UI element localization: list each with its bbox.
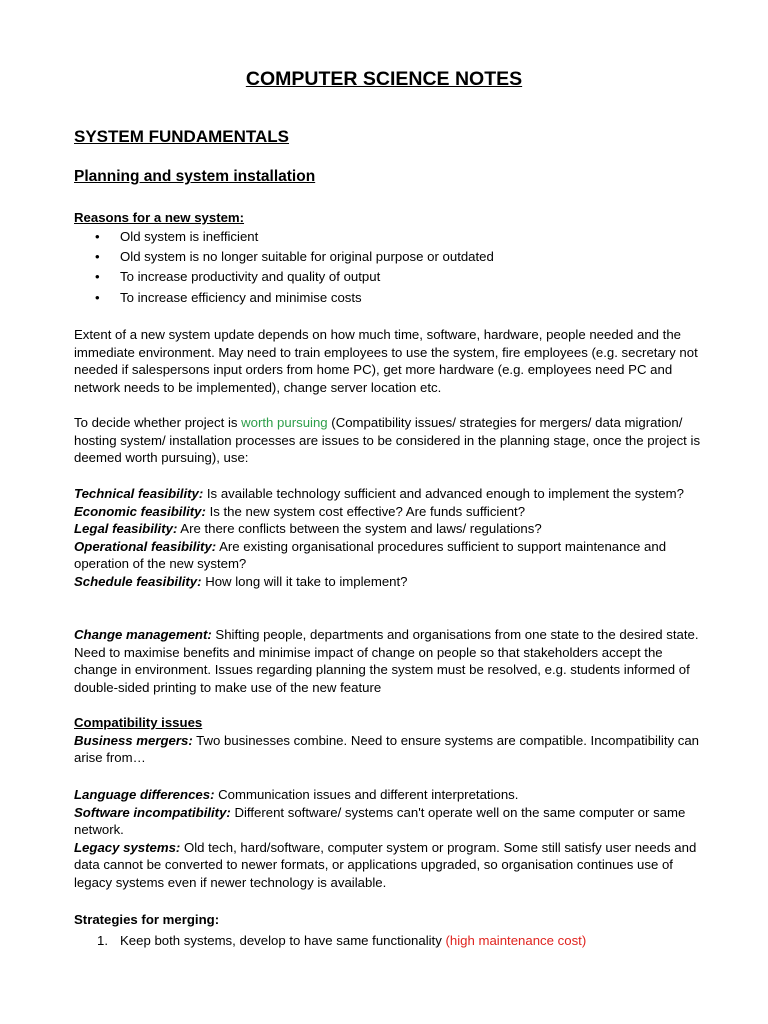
bullet-icon: • (95, 289, 100, 305)
business-mergers-item: Business mergers: Two businesses combine. Need to ensure systems are compatible. Incompatibility can arise from… (74, 732, 700, 766)
strategies-list (74, 931, 704, 951)
strategies-heading: Strategies for merging: (74, 912, 220, 927)
reasons-list (74, 227, 704, 309)
list-item: • Old system is inefficient (74, 227, 704, 247)
list-item: • To increase efficiency and minimise costs (74, 288, 704, 308)
feasibility-item-technical: Technical feasibility: Is available technology sufficient and advanced enough to implement the system? (74, 486, 684, 501)
reasons-heading: Reasons for a new system: (74, 210, 245, 225)
issue-item-software: Software incompatibility: Different software/ systems can't operate well on the same computer or same network. (74, 804, 686, 838)
feasibility-item-economic: Economic feasibility: Is the new system cost effective? Are funds sufficient? (74, 503, 526, 519)
document-title: COMPUTER SCIENCE NOTES (245, 68, 523, 90)
extent-paragraph: Extent of a new system update depends on how much time, software, hardware, people needed and the immediate environment. May need to train employees to use the system, fire employees (e.g. secretary not needed if salespersons input orders from home PC), get more hardware (e.g. employees need PC and network needs to be implemented), change server location etc. (74, 327, 698, 395)
strategies-block (74, 911, 704, 951)
cost-note: (high maintenance cost) (445, 932, 587, 948)
list-item: • Old system is no longer suitable for original purpose or outdated (74, 247, 704, 267)
worth-pursuing-highlight: worth pursuing (241, 415, 328, 430)
feasibility-block (74, 485, 704, 591)
decide-paragraph: To decide whether project is worth pursuing (Compatibility issues/ strategies for mergers/ data migration/ hosting system/ installation processes are issues to be considered in the planning stage, once the project is deemed worth pursuing), use: (74, 415, 701, 466)
issue-item-language: Language differences: Communication issues and different interpretations. (74, 787, 519, 802)
bullet-icon: • (95, 249, 100, 264)
feasibility-item-schedule: Schedule feasibility: How long will it take to implement? (74, 573, 408, 589)
feasibility-item-operational: Operational feasibility: Are existing organisational procedures sufficient to support maintenance and operation of the new system? (74, 538, 667, 572)
issue-item-legacy: Legacy systems: Old tech, hard/software, computer system or program. Some still satisfy user needs and data cannot be converted to newer formats, or applications upgraded, so organisation continues use of legacy systems even if newer technology is available. (74, 839, 697, 890)
bullet-icon: • (95, 269, 100, 285)
issues-block (74, 786, 704, 892)
compatibility-heading: Compatibility issues (74, 715, 203, 730)
subsection-heading: Planning and system installation (74, 168, 316, 185)
compatibility-block (74, 714, 704, 767)
reasons-block (74, 209, 704, 308)
change-management-paragraph: Change management: Shifting people, departments and organisations from one state to the desired state. Need to maximise benefits and minimise impact of change on people so that stakeholders accept the change in environment. Issues regarding planning the system must be resolved, e.g. students informed of double-sided printing to make use of the new feature (74, 627, 699, 695)
list-item: • To increase productivity and quality of output (74, 267, 704, 287)
feasibility-item-legal: Legal feasibility: Are there conflicts between the system and laws/ regulations? (74, 521, 542, 537)
list-item: 1. Keep both systems, develop to have same functionality (high maintenance cost) (97, 932, 587, 948)
bullet-icon: • (95, 228, 100, 244)
section-heading: SYSTEM FUNDAMENTALS (74, 127, 290, 146)
